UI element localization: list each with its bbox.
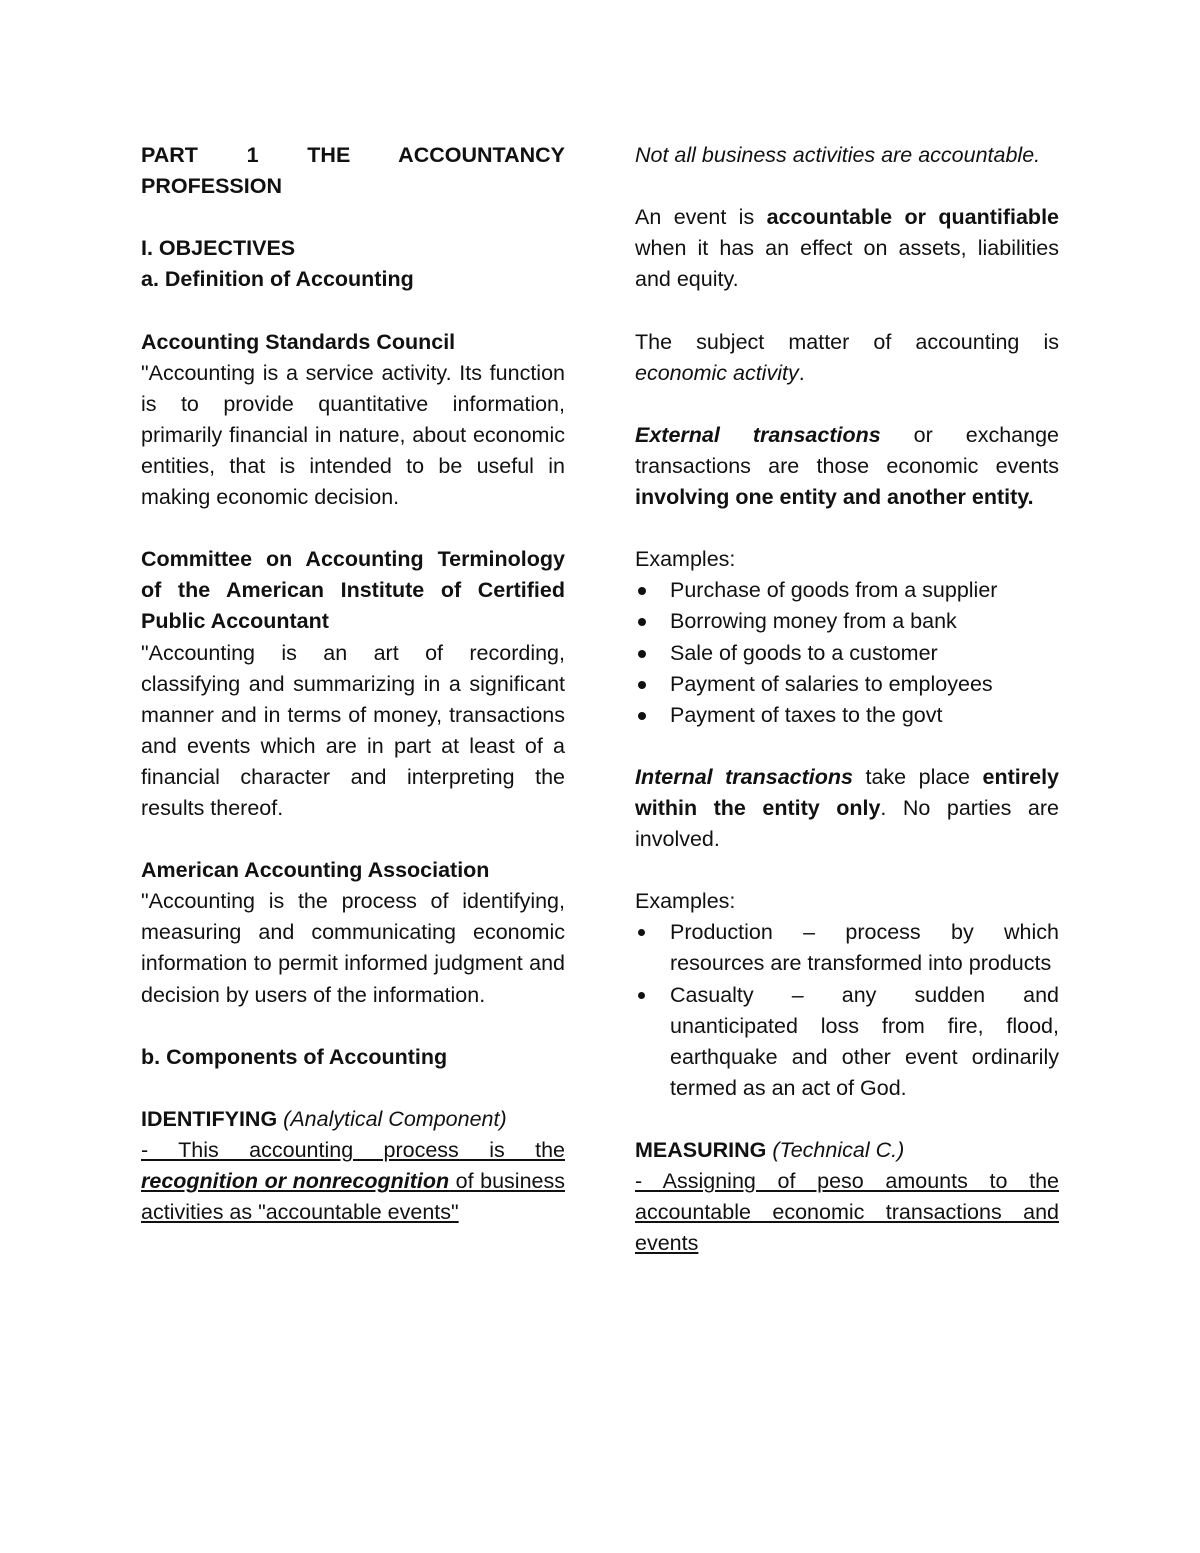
event-bold: accountable or quantifiable (766, 205, 1059, 230)
internal-examples-list (635, 917, 1059, 1104)
aicpa-quote: "Accounting is an art of recording, classifying and summarizing in a significant manner and in terms of money, transactions and events which are in part at least of a financial character and interpreting the results thereof. (141, 640, 565, 820)
list-item: Payment of salaries to employees (635, 669, 1059, 700)
objectives-heading: I. OBJECTIVES (141, 236, 296, 261)
event-post: when it has an effect on assets, liabilities and equity. (635, 236, 1059, 292)
components-heading: b. Components of Accounting (141, 1044, 448, 1069)
aicpa-heading: Committee on Accounting Terminology of the American Institute of Certified Public Accountant (141, 547, 565, 634)
part-title-line1: PART 1 THE ACCOUNTANCY (141, 143, 565, 167)
subject-post: . (798, 360, 805, 385)
event-definition (635, 202, 1059, 295)
measuring-sub: (Technical C.) (772, 1138, 905, 1162)
subject-matter (635, 327, 1059, 389)
internal-bold: Internal transactions (635, 764, 853, 789)
list-item: Sale of goods to a customer (635, 638, 1059, 669)
list-item: Purchase of goods from a supplier (635, 575, 1059, 606)
not-all-text: Not all business activities are accountable. (635, 143, 1041, 167)
measuring-desc: - Assigning of peso amounts to the accountable economic transactions and events (635, 1169, 1059, 1256)
asc-heading: Accounting Standards Council (141, 329, 456, 354)
part-title-line2: PROFESSION (141, 174, 282, 199)
list-item: Casualty – any sudden and unanticipated loss from fire, flood, earthquake and other event ordinarily termed as an act of God. (635, 980, 1059, 1104)
event-pre: An event is (635, 205, 767, 230)
identifying-desc-post: of business activities as "accountable events" (141, 1169, 565, 1225)
identifying-desc (141, 1135, 565, 1228)
definition-heading: a. Definition of Accounting (141, 267, 414, 292)
list-item: Production – process by which resources are transformed into products (635, 917, 1059, 979)
internal-examples-label: Examples: (635, 889, 736, 914)
left-column (141, 140, 565, 1228)
aaa-quote: "Accounting is the process of identifying, measuring and communicating economic information to permit informed judgment and decision by users of the information. (141, 889, 565, 1007)
external-examples-list (635, 575, 1059, 730)
measuring-label: MEASURING (635, 1138, 767, 1162)
list-item: Payment of taxes to the govt (635, 700, 1059, 731)
identifying-label: IDENTIFYING (141, 1106, 278, 1131)
identifying-desc-pre: - This accounting process is the (141, 1138, 565, 1162)
list-item: Borrowing money from a bank (635, 606, 1059, 637)
aaa-heading: American Accounting Association (141, 858, 490, 883)
subject-italic: economic activity (635, 360, 799, 385)
measuring-heading (635, 1135, 1059, 1166)
asc-quote: "Accounting is a service activity. Its function is to provide quantitative information, primarily financial in nature, about economic entities, that is intended to be useful in making economic decision. (141, 360, 565, 510)
external-bold: External transactions (635, 422, 881, 447)
external-examples-label: Examples: (635, 547, 736, 572)
identifying-heading (141, 1104, 565, 1135)
identifying-desc-bold: recognition or nonrecognition (141, 1169, 450, 1194)
internal-transactions (635, 762, 1059, 855)
external-bold2: involving one entity and another entity. (635, 485, 1034, 510)
internal-mid: take place (853, 764, 983, 789)
right-column (635, 140, 1059, 1259)
internal-post: . No parties are involved. (635, 795, 1059, 852)
external-mid: or exchange transactions are those economic events (635, 422, 1059, 478)
identifying-sub: (Analytical Component) (283, 1106, 507, 1131)
subject-pre: The subject matter of accounting is (635, 329, 1059, 354)
internal-bold2: entirely within the entity only (635, 764, 1059, 820)
external-transactions (635, 420, 1059, 513)
